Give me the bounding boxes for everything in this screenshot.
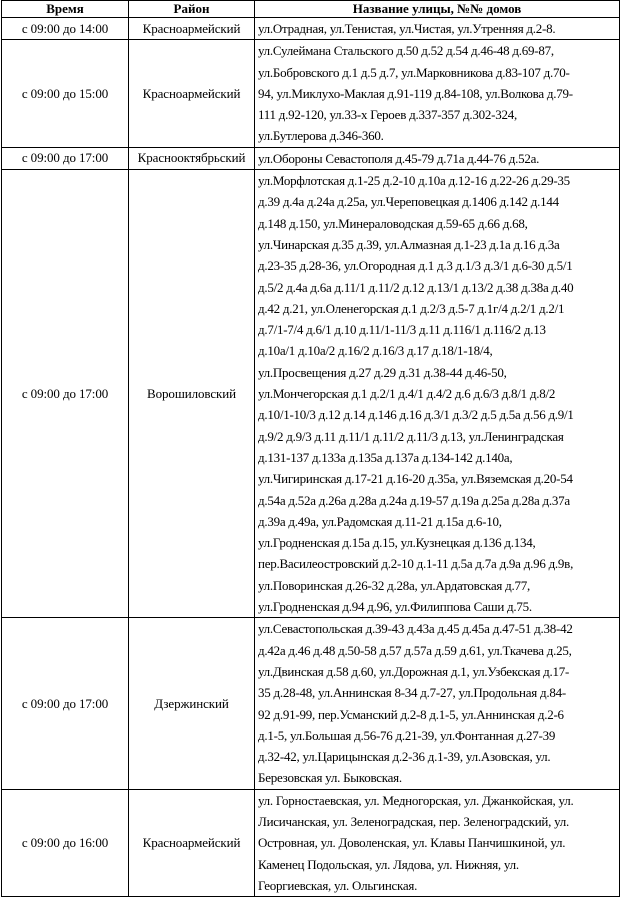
- street-line: д.10а/1 д.10а/2 д.16/2 д.16/3 д.17 д.18/1-18/4,: [258, 343, 493, 359]
- street-line: ул.Бобровского д.1 д.5 д.7, ул.Марковникова д.83-107 д.70-: [258, 64, 570, 80]
- street-line: д.5/2 д.4а д.6а д.11/1 д.11/2 д.12 д.13/1 д.13/2 д.38 д.38а д.40: [258, 279, 574, 295]
- streets-cell: [255, 170, 620, 618]
- street-line: ул.Двинская д.58 д.60, ул.Дорожная д.1, ул.Узбекская д.17-: [258, 663, 570, 679]
- street-line: д.54а д.52а д.26а д.28а д.24а д.19-57 д.19а д.25а д.28а д.37а: [258, 492, 570, 508]
- street-line: ул.Севастопольская д.39-43 д.43а д.45 д.45а д.47-51 д.38-42: [258, 621, 573, 637]
- district-cell: Красноармейский: [129, 18, 255, 40]
- street-line: д.9/2 д.9/3 д.11 д.11/1 д.11/2 д.11/3 д.13, ул.Ленинградская: [258, 428, 564, 444]
- streets-cell: [255, 618, 620, 789]
- street-line: д.7/1-7/4 д.6/1 д.10 д.11/1-11/3 д.11 д.116/1 д.116/2 д.13: [258, 322, 546, 338]
- header-streets: Название улицы, №№ домов: [255, 1, 620, 18]
- street-line: д.39 д.4а д.24а д.25а, ул.Череповецкая д.1406 д.142 д.144: [258, 194, 559, 210]
- time-cell: с 09:00 до 14:00: [2, 18, 129, 40]
- header-time: Время: [2, 1, 129, 18]
- street-line: д.42 д.21, ул.Оленегорская д.1 д.2/3 д.5-7 д.1г/4 д.2/1 д.2/1: [258, 300, 565, 316]
- street-line: ул.Мончегорская д.1 д.2/1 д.4/1 д.4/2 д.6 д.6/3 д.8/1 д.8/2: [258, 386, 556, 402]
- time-cell: с 09:00 до 17:00: [2, 147, 129, 169]
- street-line: д.131-137 д.133а д.135а д.137а д.134-142 д.140а,: [258, 449, 513, 465]
- street-line: ул.Просвещения д.27 д.29 д.31 д.38-44 д.46-50,: [258, 364, 507, 380]
- time-cell: с 09:00 до 17:00: [2, 618, 129, 789]
- street-line: Каменец Подольская, ул. Лядова, ул. Нижняя, ул.: [258, 856, 519, 872]
- district-cell: Краснооктябрьский: [129, 147, 255, 169]
- streets-cell: [255, 147, 620, 169]
- street-line: д.32-42, ул.Царицынская д.2-36 д.1-39, ул.Азовская, ул.: [258, 749, 551, 765]
- street-line: ул.Бутлерова д.346-360.: [258, 128, 384, 144]
- streets-cell: [255, 40, 620, 147]
- street-line: д.23-35 д.28-36, ул.Огородная д.1 д.3 д.1/3 д.3/1 д.6-30 д.5/1: [258, 258, 573, 274]
- table-row: [2, 18, 620, 40]
- table-row: [2, 618, 620, 789]
- street-line: ул.Поворинская д.26-32 д.28а, ул.Ардатовская д.77,: [258, 577, 530, 593]
- street-line: д.10/1-10/3 д.12 д.14 д.146 д.16 д.3/1 д.3/2 д.5 д.5а д.56 д.9/1: [258, 407, 574, 423]
- district-cell: Ворошиловский: [129, 170, 255, 618]
- street-line: ул.Гродненская д.15а д.15, ул.Кузнецкая д.136 д.134,: [258, 535, 536, 551]
- streets-cell: [255, 18, 620, 40]
- district-cell: Красноармейский: [129, 40, 255, 147]
- street-line: ул.Обороны Севастополя д.45-79 д.71а д.44-76 д.52а.: [258, 150, 540, 166]
- street-line: д.42а д.46 д.48 д.50-58 д.57 д.57а д.59 д.61, ул.Ткачева д.25,: [258, 642, 572, 658]
- street-line: д.148 д.150, ул.Минераловодская д.59-65 д.66 д.68,: [258, 215, 528, 231]
- outage-schedule-table: [1, 0, 620, 897]
- district-cell: Красноармейский: [129, 789, 255, 896]
- street-line: Георгиевская, ул. Ольгинская.: [258, 877, 418, 893]
- table-row: [2, 147, 620, 169]
- street-line: ул.Сулейманa Стальского д.50 д.52 д.54 д.46-48 д.69-87,: [258, 43, 554, 59]
- street-line: д.1-5, ул.Большая д.56-76 д.21-39, ул.Фонтанная д.27-39: [258, 727, 556, 743]
- table-row: [2, 40, 620, 147]
- time-cell: с 09:00 до 15:00: [2, 40, 129, 147]
- district-cell: Дзержинский: [129, 618, 255, 789]
- street-line: ул. Горностаевская, ул. Медногорская, ул. Джанкойская, ул.: [258, 792, 574, 808]
- time-cell: с 09:00 до 17:00: [2, 170, 129, 618]
- header-row: [2, 1, 620, 18]
- table-row: [2, 170, 620, 618]
- street-line: ул.Морфлотская д.1-25 д.2-10 д.10а д.12-16 д.22-26 д.29-35: [258, 173, 570, 189]
- street-line: 94, ул.Миклухо-Маклая д.91-119 д.84-108, ул.Волкова д.79-: [258, 85, 573, 101]
- streets-cell: [255, 789, 620, 896]
- street-line: Березовская ул. Быковская.: [258, 770, 402, 786]
- street-line: пер.Василеостровский д.2-10 д.1-11 д.5а д.7а д.9а д.96 д.9в,: [258, 556, 574, 572]
- street-line: д.39а д.49а, ул.Радомская д.11-21 д.15а д.6-10,: [258, 513, 502, 529]
- street-line: ул.Гродненская д.94 д.96, ул.Филиппова Саши д.75.: [258, 599, 532, 615]
- street-line: ул.Отрадная, ул.Тенистая, ул.Чистая, ул.Утренняя д.2-8.: [258, 21, 556, 36]
- street-line: 111 д.92-120, ул.33-х Героев д.337-357 д.302-324,: [258, 107, 517, 123]
- street-line: Лисичанская, ул. Зеленоградская, пер. Зеленоградский, ул.: [258, 813, 570, 829]
- street-line: 92 д.91-99, пер.Усманский д.2-8 д.1-5, ул.Аннинская д.2-6: [258, 706, 564, 722]
- street-line: ул.Чинарская д.35 д.39, ул.Алмазная д.1-23 д.1а д.16 д.3а: [258, 236, 560, 252]
- street-line: Островная, ул. Доволенская, ул. Клавы Панчишкиной, ул.: [258, 835, 566, 851]
- street-line: ул.Чигиринская д.17-21 д.16-20 д.35а, ул.Вяземская д.20-54: [258, 471, 573, 487]
- header-district: Район: [129, 1, 255, 18]
- time-cell: с 09:00 до 16:00: [2, 789, 129, 896]
- street-line: 35 д.28-48, ул.Аннинская 8-34 д.7-27, ул.Продольная д.84-: [258, 685, 566, 701]
- table-row: [2, 789, 620, 896]
